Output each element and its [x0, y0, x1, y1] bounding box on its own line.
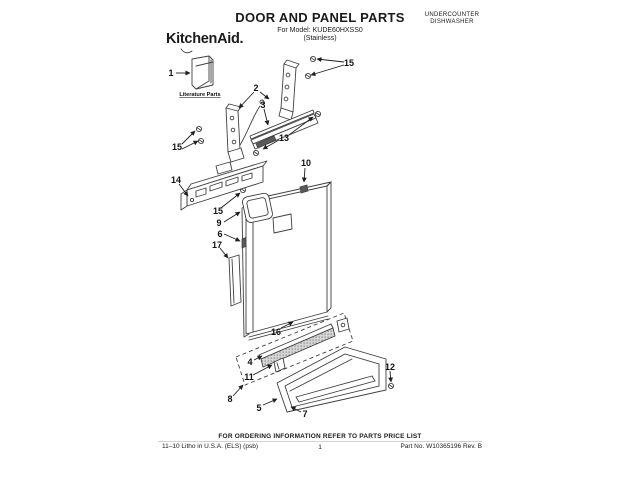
- callout-arrow: [304, 168, 305, 182]
- literature-booklet-drawing: [192, 56, 213, 89]
- callout-arrow: [263, 399, 277, 405]
- callout-15: 15: [343, 58, 355, 68]
- callout-arrow: [264, 109, 268, 125]
- part-number-line: Part No. W10365196 Rev. B: [400, 443, 482, 450]
- model-line: For Model: KUDE60HXSS0: [277, 27, 363, 34]
- callout-arrow: [182, 131, 195, 144]
- callout-arrow: [260, 92, 269, 99]
- callout-arrow: [317, 59, 344, 62]
- door-hinge-left-drawing: [216, 104, 244, 174]
- callout-2: 2: [253, 83, 259, 93]
- callout-7: 7: [302, 409, 308, 419]
- callout-14: 14: [170, 175, 182, 185]
- callout-6: 6: [217, 229, 223, 239]
- callout-13: 13: [278, 133, 290, 143]
- callout-17: 17: [211, 240, 223, 250]
- callout-3: 3: [260, 100, 266, 110]
- literature-parts-label: Literature Parts: [179, 92, 221, 98]
- callout-5: 5: [256, 403, 262, 413]
- finish-line: (Stainless): [303, 35, 337, 42]
- callout-1: 1: [168, 68, 174, 78]
- callout-4: 4: [247, 357, 253, 367]
- kitchenaid-logo: KitchenAid.: [166, 31, 244, 47]
- side-trim-strip-drawing: [229, 255, 241, 306]
- callout-15: 15: [212, 206, 224, 216]
- callout-10: 10: [300, 158, 312, 168]
- callout-9: 9: [216, 218, 222, 228]
- ordering-note: FOR ORDERING INFORMATION REFER TO PARTS PRICE LIST: [218, 433, 422, 440]
- litho-line: 11–10 Litho in U.S.A. (ELS) (psb): [162, 443, 258, 450]
- page-number: 1: [318, 444, 322, 451]
- callout-arrow: [233, 385, 243, 396]
- callout-arrow: [224, 212, 240, 222]
- callout-arrow: [224, 234, 240, 241]
- appliance-type-line2: DISHWASHER: [430, 19, 474, 25]
- callout-15: 15: [171, 142, 183, 152]
- callout-arrow: [221, 193, 240, 208]
- page-title: DOOR AND PANEL PARTS: [235, 10, 405, 25]
- door-hinge-right-drawing: [279, 60, 299, 120]
- callout-8: 8: [227, 394, 233, 404]
- control-window-drawing: [242, 192, 274, 223]
- callout-11: 11: [244, 372, 254, 382]
- logo-swoosh: [181, 49, 192, 53]
- access-panel-drawing: [277, 347, 386, 412]
- callout-arrow: [390, 371, 391, 382]
- callout-16: 16: [270, 327, 282, 337]
- callout-arrow: [239, 92, 254, 108]
- callout-12: 12: [384, 362, 396, 372]
- appliance-type-line1: UNDERCOUNTER: [424, 12, 480, 18]
- footer-divider: [158, 441, 482, 442]
- callout-arrow: [311, 65, 344, 75]
